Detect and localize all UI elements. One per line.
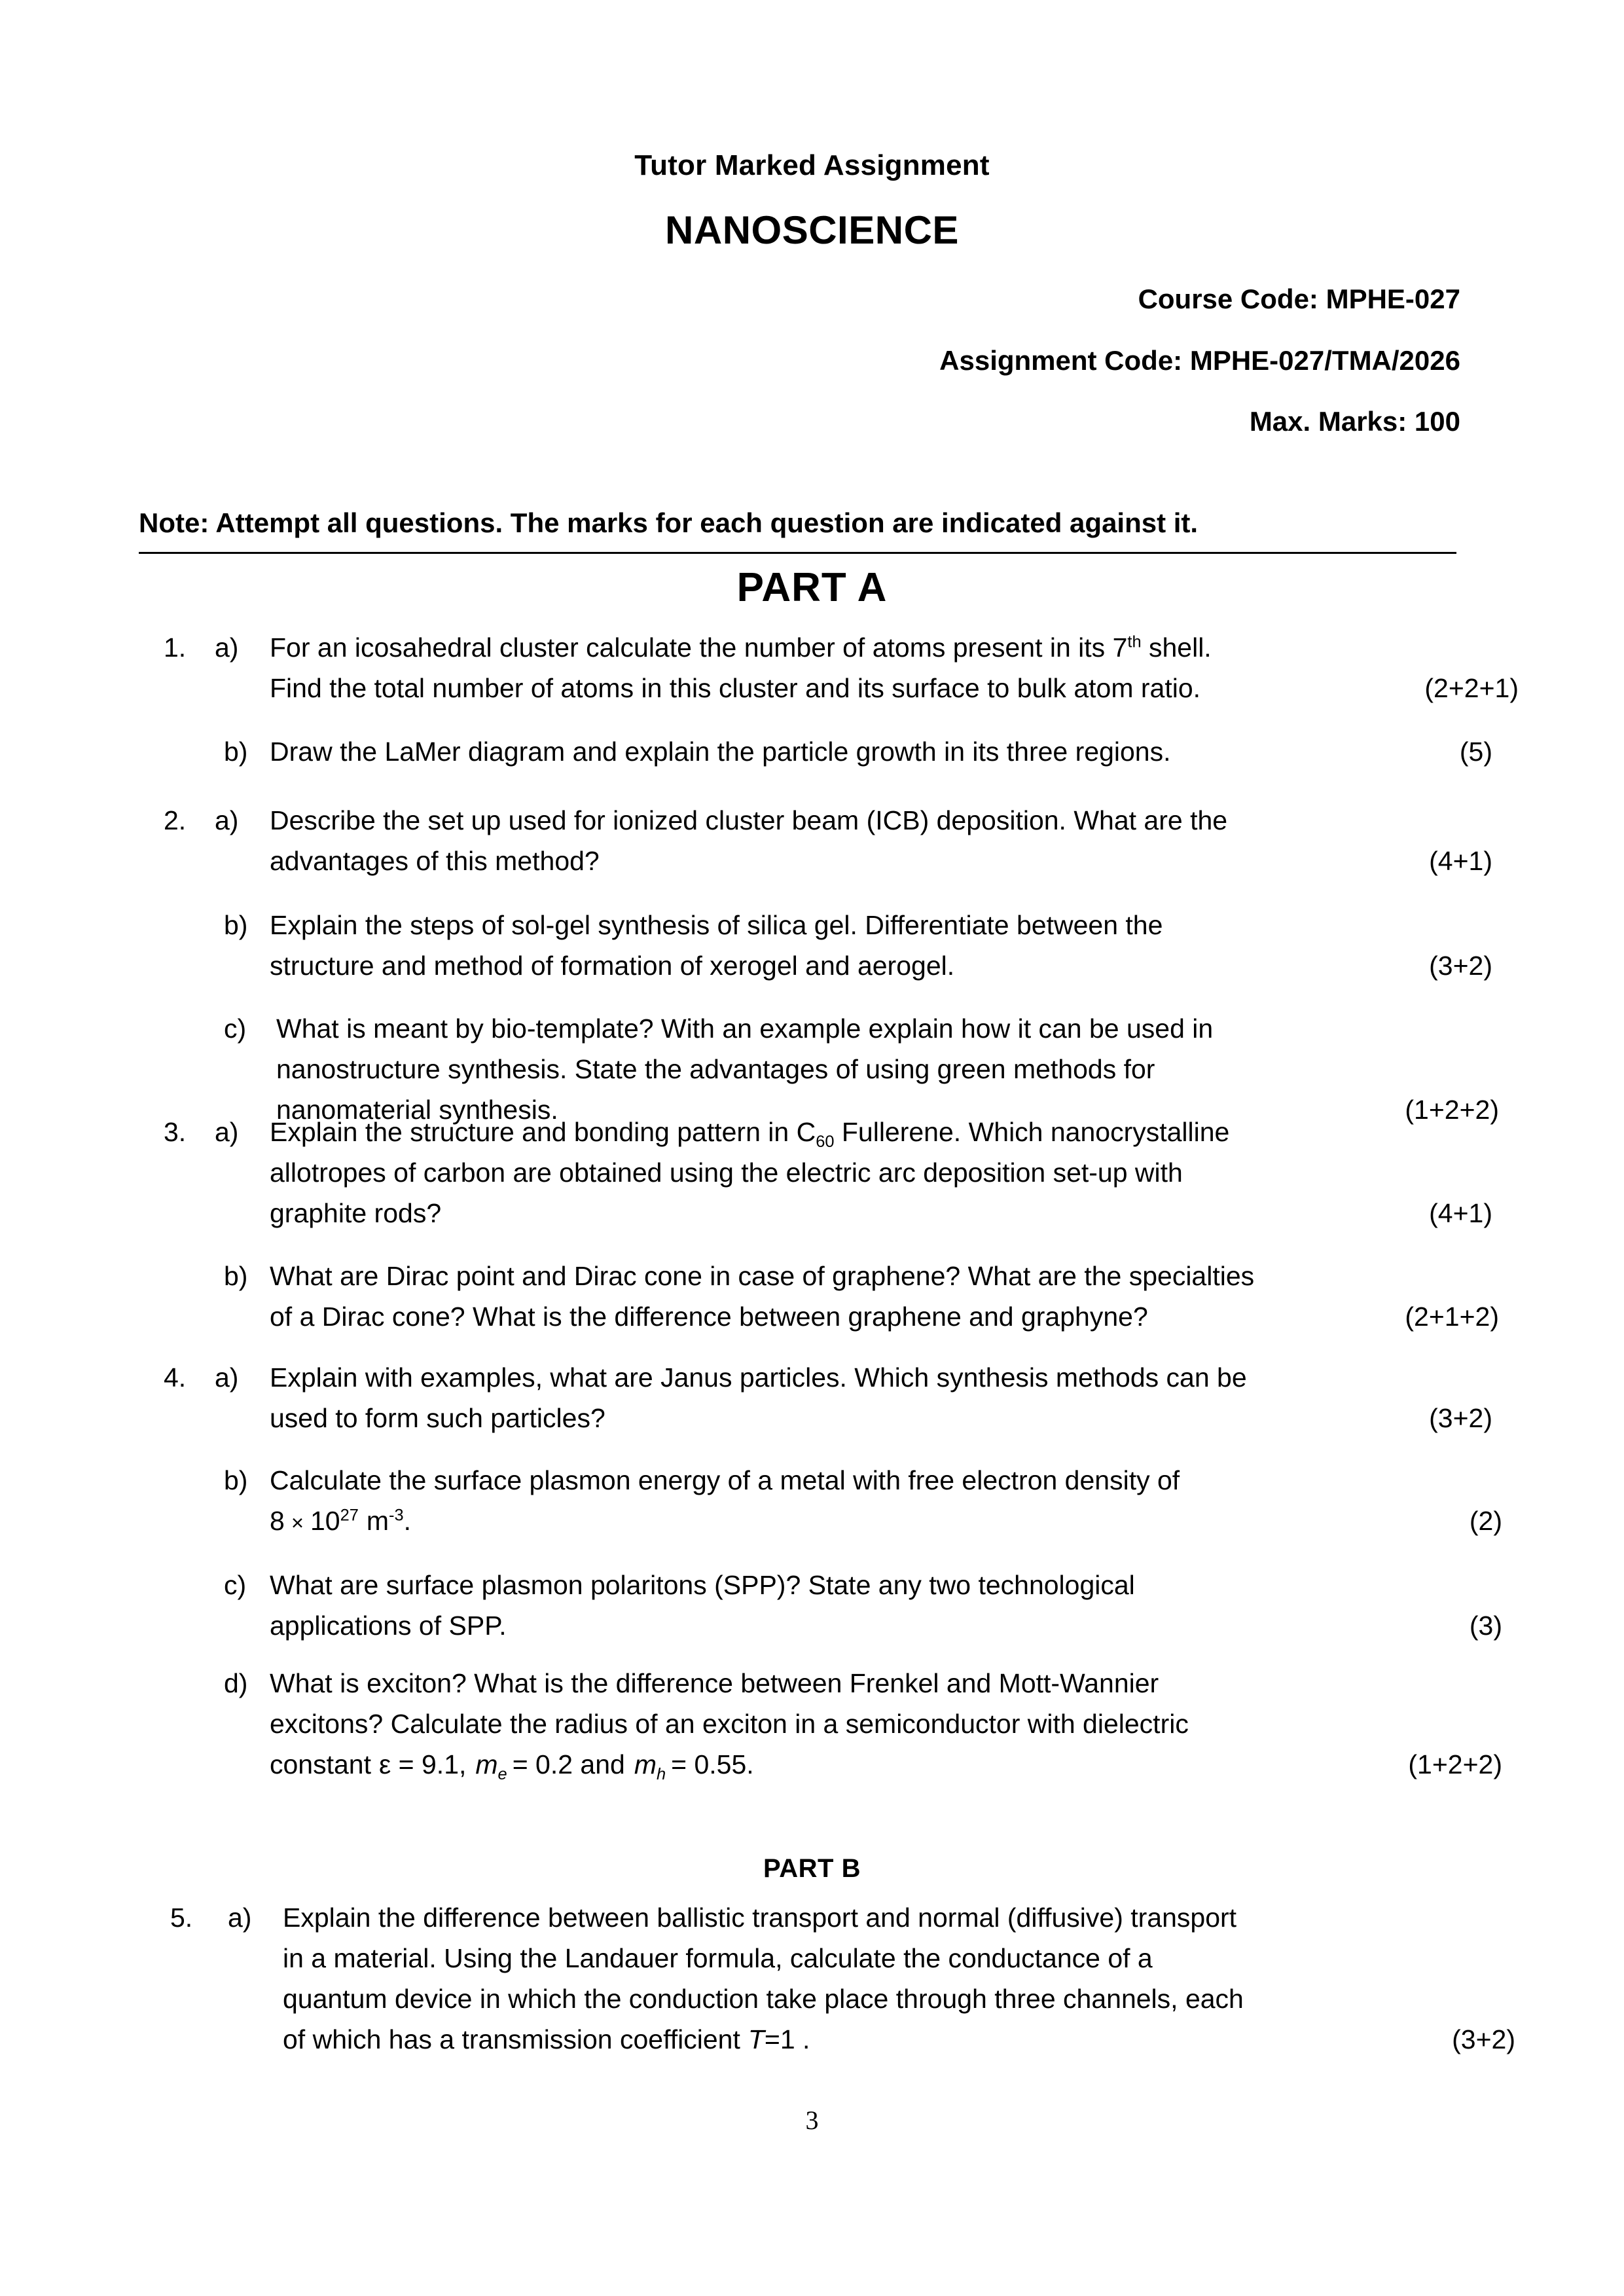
question-number: 2. [164,805,187,835]
question-2b [164,905,1492,986]
subject-title-heading: NANOSCIENCE [665,208,959,252]
question-text-line [270,1357,1466,1398]
question-text-line [270,905,1466,945]
question-text: Explain with examples, what are Janus particles. Which synthesis methods can be [270,1362,1247,1393]
marks-label: (3+2) [1429,1403,1492,1433]
transmission-coefficient-symbol: T [748,2024,765,2054]
question-letter: b) [224,910,248,940]
question-text: applications of SPP. [270,1611,507,1641]
hole-mass-subscript: h [656,1765,666,1784]
assignment-type-heading: Tutor Marked Assignment [634,149,990,181]
question-text: For an icosahedral cluster calculate the number of atoms present in its 7 [270,632,1128,663]
question-letter: a) [215,632,239,663]
question-number: 1. [164,632,187,663]
question-text: Describe the set up used for ionized cluster beam (ICB) deposition. What are the [270,805,1228,835]
marks-label: (2+1+2) [1405,1302,1499,1332]
chemical-subscript: 60 [816,1133,835,1152]
question-text-line [276,1049,1466,1089]
formula-unit-exponent: -3 [389,1506,404,1525]
question-number: 3. [164,1117,187,1147]
hole-mass-value: = 0.55. [671,1749,754,1779]
question-text-line [283,1938,1473,1978]
header-divider [139,552,1456,554]
question-text: Explain the difference between ballistic transport and normal (diffusive) transport [283,1903,1237,1933]
question-4d [164,1663,1502,1785]
marks-label: (1+2+2) [1405,1095,1499,1125]
formula-line [270,1501,1502,1543]
question-text-tail: Fullerene. Which nanocrystalline [834,1117,1230,1147]
question-text-line [270,1460,1466,1501]
question-text-line [270,1663,1466,1704]
epsilon-value: ε = 9.1, [379,1749,467,1779]
marks-label: (4+1) [1429,846,1492,876]
question-text-line [270,841,1492,881]
question-text-line [270,800,1466,841]
question-text: of which has a transmission coefficient [283,2024,740,2054]
marks-label: (3+2) [1429,951,1492,981]
question-text-line [283,2019,1515,2060]
question-1a [164,627,1519,708]
hole-mass-symbol: m [634,1749,657,1779]
formula-period: . [403,1506,411,1536]
question-letter: a) [215,1362,239,1393]
max-marks-label: Max. Marks: 100 [1249,406,1460,437]
question-text: Explain the steps of sol-gel synthesis of silica gel. Differentiate between the [270,910,1163,940]
assignment-code-label: Assignment Code: MPHE-027/TMA/2026 [939,345,1460,376]
question-4a [164,1357,1492,1438]
question-3b [164,1256,1499,1337]
question-text: in a material. Using the Landauer formula, calculate the conductance of a [283,1943,1153,1973]
part-a-heading: PART A [736,565,888,610]
course-code-label: Course Code: MPHE-027 [1138,283,1460,314]
question-letter: d) [224,1668,248,1698]
question-text: structure and method of formation of xerogel and aerogel. [270,951,955,981]
marks-label: (4+1) [1429,1198,1492,1228]
question-text: nanostructure synthesis. State the advantages of using green methods for [276,1054,1155,1084]
question-text: What is meant by bio-template? With an example explain how it can be used in [276,1013,1214,1044]
question-text: excitons? Calculate the radius of an exciton in a semiconductor with dielectric [270,1709,1189,1739]
question-text: What are Dirac point and Dirac cone in case of graphene? What are the specialties [270,1261,1255,1291]
question-text: What is exciton? What is the difference between Frenkel and Mott-Wannier [270,1668,1159,1698]
part-b-heading: PART B [763,1854,861,1883]
question-letter: b) [224,1465,248,1495]
question-text-line [270,1152,1466,1193]
question-text-tail: shell. [1141,632,1212,663]
question-text: constant [270,1749,371,1779]
question-text: used to form such particles? [270,1403,605,1433]
marks-label: (5) [1459,737,1492,767]
question-number: 5. [170,1903,193,1933]
transmission-coefficient-value: =1 . [764,2024,810,2054]
question-text: Find the total number of atoms in this cluster and its surface to bulk atom ratio. [270,673,1201,703]
question-letter: a) [215,1117,239,1147]
question-text-line [270,731,1492,772]
question-5a [170,1897,1515,2060]
formula-exponent: 27 [340,1506,359,1525]
question-text-line [270,1193,1492,1233]
formula-coefficient: 8 [270,1506,285,1536]
question-text: Calculate the surface plasmon energy of a metal with free electron density of [270,1465,1180,1495]
question-letter: c) [224,1013,247,1044]
marks-label: (2+2+1) [1424,673,1519,703]
question-text: What are surface plasmon polaritons (SPP)? State any two technological [270,1570,1135,1600]
question-text: allotropes of carbon are obtained using the electric arc deposition set-up with [270,1157,1183,1188]
question-letter: a) [228,1903,252,1933]
ordinal-superscript: th [1127,632,1142,651]
question-text-line [276,1008,1466,1049]
electron-mass-value: = 0.2 and [512,1749,625,1779]
question-text-line [270,1704,1466,1744]
page-number: 3 [805,2105,819,2135]
question-number: 4. [164,1362,187,1393]
question-text-line [283,1978,1473,2019]
question-text: advantages of this method? [270,846,600,876]
question-4c [164,1565,1502,1646]
question-letter: c) [224,1570,247,1600]
question-text: nanomaterial synthesis. [276,1095,558,1125]
question-text-line [270,1398,1492,1438]
question-text: Draw the LaMer diagram and explain the particle growth in its three regions. [270,737,1171,767]
question-text-line [270,1296,1499,1337]
question-text-line [270,1605,1502,1646]
question-text-line [270,668,1519,708]
question-text-line [283,1897,1473,1938]
marks-label: (3+2) [1452,2024,1515,2054]
question-text: Explain the structure and bonding pattern in C [270,1117,816,1147]
question-text: of a Dirac cone? What is the difference between graphene and graphyne? [270,1302,1148,1332]
formula-base: 10 [310,1506,340,1536]
marks-label: (2) [1469,1506,1502,1536]
electron-mass-symbol: m [475,1749,498,1779]
formula-unit: m [366,1506,389,1536]
question-text-line [270,1744,1502,1785]
question-letter: a) [215,805,239,835]
question-text-line [270,1256,1466,1296]
marks-label: (3) [1469,1611,1502,1641]
question-text-line [270,1565,1466,1605]
question-text-line [270,1112,1466,1152]
question-letter: b) [224,1261,248,1291]
electron-mass-subscript: e [497,1765,507,1784]
question-text: graphite rods? [270,1198,442,1228]
note-instruction: Note: Attempt all questions. The marks for each question are indicated against it. [139,507,1199,538]
question-text: quantum device in which the conduction take place through three channels, each [283,1984,1244,2014]
question-1b [164,731,1492,772]
marks-label: (1+2+2) [1408,1749,1502,1779]
question-text-line [270,627,1466,668]
question-text-line [270,945,1492,986]
multiplication-sign: × [291,1510,304,1535]
question-3a [164,1112,1492,1233]
question-4b [164,1460,1502,1543]
question-2a [164,800,1492,881]
question-letter: b) [224,737,248,767]
